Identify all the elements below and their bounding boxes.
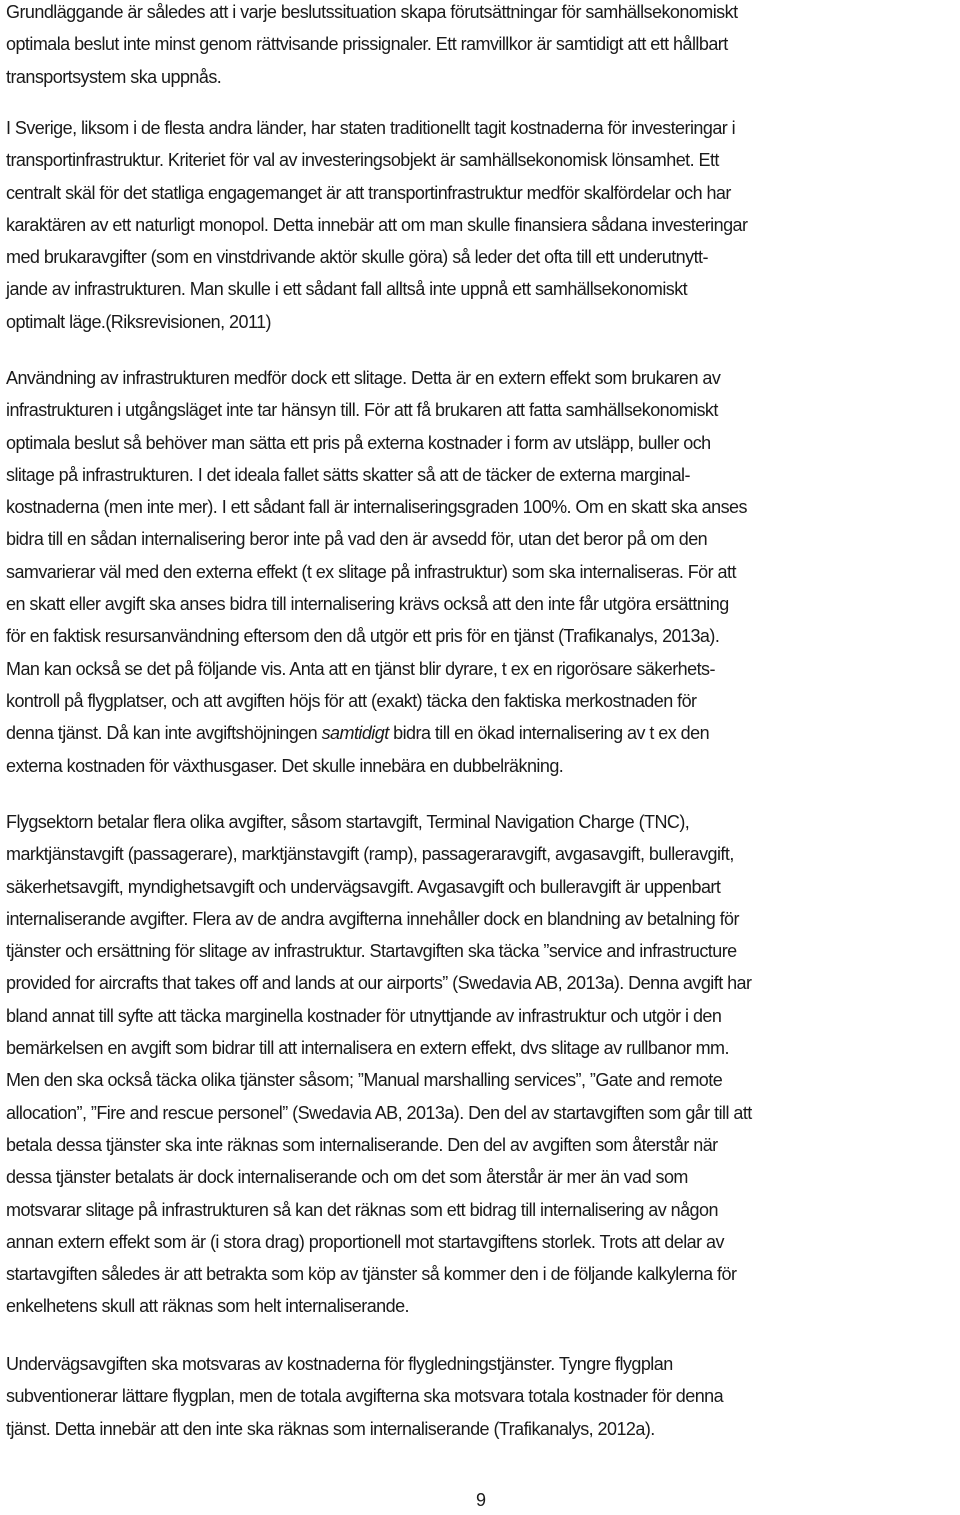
text-line: en skatt eller avgift ska anses bidra till internalisering krävs också att den inte får utgöra ersättning <box>6 594 729 615</box>
text-line: tjänst. Detta innebär att den inte ska räknas som internaliserande (Trafikanalys, 2012a). <box>6 1418 655 1439</box>
text-line: bemärkelsen en avgift som bidrar till att internalisera en extern effekt, dvs slitage av rullbanor mm. <box>6 1038 729 1059</box>
text-line: Användning av infrastrukturen medför dock ett slitage. Detta är en extern effekt som brukaren av <box>6 368 721 388</box>
text-line: externa kostnaden för växthusgaser. Det skulle innebära en dubbelräkning. <box>6 755 564 776</box>
paragraph-1 <box>6 0 956 93</box>
paragraph-5 <box>6 1348 956 1445</box>
text-line: tjänster och ersättning för slitage av infrastruktur. Startavgiften ska täcka ”service and infrastructure <box>6 941 737 962</box>
text-line: infrastrukturen i utgångsläget inte tar hänsyn till. För att få brukaren att fatta samhällsekonomiskt <box>6 400 718 421</box>
text-line: marktjänstavgift (passagerare), marktjänstavgift (ramp), passageraravgift, avgasavgift, bulleravgift, <box>6 844 734 865</box>
text-line: provided for aircrafts that takes off and lands at our airports” (Swedavia AB, 2013a). Denna avgift har <box>6 973 752 994</box>
text-line: optimalt läge.(Riksrevisionen, 2011) <box>6 311 272 332</box>
text-line: internaliserande avgifter. Flera av de andra avgifterna innehåller dock en blandning av betalning för <box>6 908 739 929</box>
text-line: samvarierar väl med den externa effekt (t ex slitage på infrastruktur) som ska internaliseras. För att <box>6 561 736 582</box>
text-line: säkerhetsavgift, myndighetsavgift och undervägsavgift. Avgasavgift och bulleravgift är uppenbart <box>6 876 721 897</box>
text-line: betala dessa tjänster ska inte räknas som internaliserande. Den del av avgiften som återstår när <box>6 1134 718 1155</box>
text-line: transportinfrastruktur. Kriteriet för val av investeringsobjekt är samhällsekonomisk lönsamhet. Ett <box>6 150 719 171</box>
text-line: jande av infrastrukturen. Man skulle i ett sådant fall alltså inte uppnå ett samhällsekonomiskt <box>6 279 688 300</box>
text-line: centralt skäl för det statliga engagemanget är att transportinfrastruktur medför skalfördelar och har <box>6 182 731 203</box>
text-line: Flygsektorn betalar flera olika avgifter, såsom startavgift, Terminal Navigation Charge (TNC), <box>6 812 690 832</box>
text-line: kontroll på flygplatser, och att avgiften höjs för att (exakt) täcka den faktiska merkostnaden för <box>6 690 697 711</box>
page-number: 9 <box>475 1490 486 1510</box>
text-line: Undervägsavgiften ska motsvaras av kostnaderna för flygledningstjänster. Tyngre flygplan <box>6 1354 673 1374</box>
text-line: annan extern effekt som är (i stora drag) proportionell mot startavgiftens storlek. Trots att delar av <box>6 1231 724 1252</box>
document-page <box>6 0 956 1515</box>
text-line: motsvarar slitage på infrastrukturen så kan det räknas som ett bidrag till internalisering av någon <box>6 1199 718 1220</box>
emphasized-word: samtidigt <box>321 723 389 744</box>
text-fragment: denna tjänst. Då kan inte avgiftshöjningen <box>6 723 322 744</box>
text-line: enkelhetens skull att räknas som helt internaliserande. <box>6 1296 409 1317</box>
text-line: dessa tjänster betalats är dock internaliserande och om det som återstår är mer än vad som <box>6 1167 688 1188</box>
text-line: Men den ska också täcka olika tjänster såsom; ”Manual marshalling services”, ”Gate and remote <box>6 1070 723 1091</box>
text-fragment: bidra till en ökad internalisering av t ex den <box>388 723 710 744</box>
paragraph-4 <box>6 806 956 1323</box>
text-line: Man kan också se det på följande vis. Anta att en tjänst blir dyrare, t ex en rigorösare säkerhets- <box>6 658 715 679</box>
text-line: transportsystem ska uppnås. <box>6 66 222 87</box>
paragraph-3 <box>6 362 956 782</box>
text-line: med brukaravgifter (som en vinstdrivande aktör skulle göra) så leder det ofta till ett underutnytt- <box>6 247 708 268</box>
text-line: Grundläggande är således att i varje beslutssituation skapa förutsättningar för samhällsekonomiskt <box>6 2 738 22</box>
text-line: kostnaderna (men inte mer). I ett sådant fall är internaliseringsgraden 100%. Om en skatt ska anses <box>6 497 747 518</box>
text-line: slitage på infrastrukturen. I det ideala fallet sätts skatter så att de täcker de externa marginal- <box>6 464 690 485</box>
text-line: karaktären av ett naturligt monopol. Detta innebär att om man skulle finansiera sådana investeringar <box>6 214 748 235</box>
text-line: bidra till en sådan internalisering beror inte på vad den är avsedd för, utan det beror på om den <box>6 529 708 550</box>
text-line: optimala beslut inte minst genom rättvisande prissignaler. Ett ramvillkor är samtidigt att ett hållbart <box>6 34 728 55</box>
paragraph-2 <box>6 112 956 338</box>
text-line: optimala beslut så behöver man sätta ett pris på externa kostnader i form av utsläpp, buller och <box>6 432 711 453</box>
text-line: bland annat till syfte att täcka marginella kostnader för utnyttjande av infrastruktur och utgör i den <box>6 1005 722 1026</box>
text-line: för en faktisk resursanvändning eftersom den då utgör ett pris för en tjänst (Trafikanalys, 2013a). <box>6 626 720 647</box>
text-line: allocation”, ”Fire and rescue personel” (Swedavia AB, 2013a). Den del av startavgiften som går till att <box>6 1102 752 1123</box>
text-line: I Sverige, liksom i de flesta andra länder, har staten traditionellt tagit kostnaderna för investeringar i <box>6 118 736 138</box>
text-line: subventionerar lättare flygplan, men de totala avgifterna ska motsvara totala kostnader för denna <box>6 1386 724 1407</box>
text-line: startavgiften således är att betrakta som köp av tjänster så kommer den i de följande kalkylerna för <box>6 1264 737 1285</box>
text-line-with-emphasis <box>6 717 956 749</box>
